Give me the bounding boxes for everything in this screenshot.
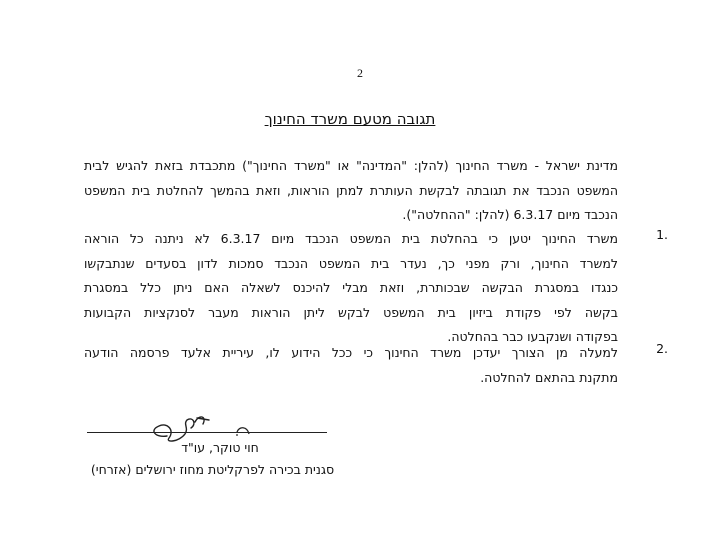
paragraph-line: בפקודה ושנקבעו כבר בהחלטה. xyxy=(447,329,618,344)
page-number: 2 xyxy=(357,66,363,80)
numbered-paragraph-1 xyxy=(84,227,618,350)
item-number: 2. xyxy=(656,341,668,356)
paragraph-line: מתקנת בהתאם להחלטה. xyxy=(480,369,618,385)
signatory-title: סגנית בכירה לפרקליטת מחוז ירושלים (אזרחי) xyxy=(90,462,335,477)
numbered-paragraph-2 xyxy=(84,341,618,390)
intro-line: המשפט הנכבד את תגובתה לבקשת העותרת למתן הוראות, וזאת בהמשך להחלטת בית המשפט xyxy=(84,182,618,198)
document-title: תגובה מטעם משרד החינוך xyxy=(264,110,436,128)
paragraph-line: למעלה מן הצורך יעדכן משרד החינוך כי ככל הידוע לו, עיריית אלעד פרסמה הודעה xyxy=(84,345,618,360)
signature-line xyxy=(87,432,327,433)
item-number: 1. xyxy=(656,227,668,242)
paragraph-line: משרד החינוך יטען כי בהחלטת בית המשפט הנכבד מיום 6.3.17 לא ניתנה כל הוראה xyxy=(84,231,619,246)
paragraph-line: כנגדו במסגרת הבקשה שבכותרת, וזאת מבלי להיכנס לשאלה האם ניתן כלל במסגרת xyxy=(84,280,618,295)
paragraph-line: בקשה לפי פקודת ביזיון בית המשפט לבקש ליתן הוראות מעבר לסנקציות הקבועות xyxy=(84,304,618,320)
signatory-name: חוי טוקר, עו"ד xyxy=(181,440,259,455)
paragraph-line: למשרד החינוך, ורק מפני כך, נעדר בית המשפט הנכבד סמכות לדון בסעדים שנתבקשו xyxy=(84,255,618,271)
intro-paragraph xyxy=(84,154,618,228)
intro-line: הנכבד מיום 6.3.17 (להלן: "ההחלטה"). xyxy=(402,207,618,222)
intro-line: מדינת ישראל - משרד החינוך (להלן: "המדינה" או "משרד החינוך") מתכבדת בזאת להגיש לבית xyxy=(84,158,618,173)
